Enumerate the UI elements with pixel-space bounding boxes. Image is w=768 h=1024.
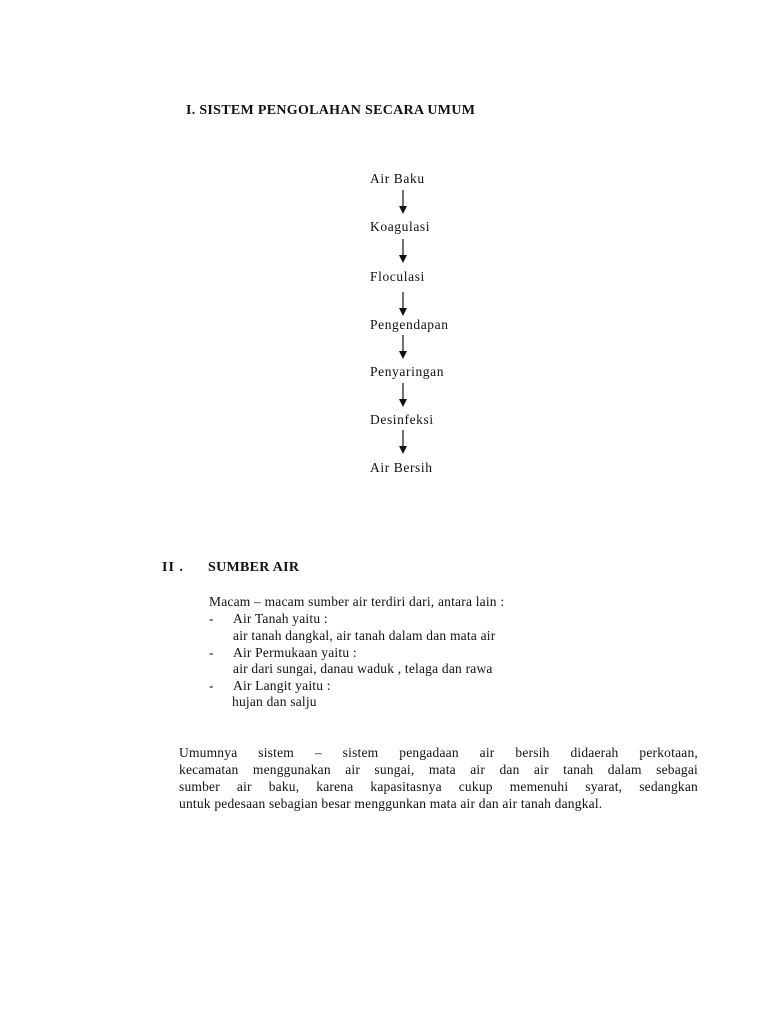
flow-arrow-down-icon bbox=[398, 239, 408, 263]
paragraph-line: kecamatan menggunakan air sungai, mata air dan air tanah dalam sebagai bbox=[179, 762, 698, 777]
list-bullet: - bbox=[209, 611, 214, 626]
list-item-desc: air tanah dangkal, air tanah dalam dan mata air bbox=[233, 628, 496, 643]
flow-arrow-down-icon bbox=[398, 335, 408, 359]
flow-step-air-bersih: Air Bersih bbox=[370, 460, 433, 475]
flow-step-koagulasi: Koagulasi bbox=[370, 219, 431, 234]
list-item-title: Air Langit yaitu : bbox=[233, 678, 331, 693]
flow-step-pengendapan: Pengendapan bbox=[370, 317, 449, 332]
flow-arrow-down-icon bbox=[398, 383, 408, 407]
list-bullet: - bbox=[209, 678, 214, 693]
list-item-desc: hujan dan salju bbox=[232, 694, 317, 709]
paragraph-line: sumber air baku, karena kapasitasnya cukup memenuhi syarat, sedangkan bbox=[179, 779, 698, 794]
flow-arrow-down-icon bbox=[398, 430, 408, 454]
body-paragraph bbox=[179, 744, 698, 812]
list-item-title: Air Tanah yaitu : bbox=[233, 611, 328, 626]
section-2-intro: Macam – macam sumber air terdiri dari, antara lain : bbox=[209, 594, 505, 609]
section-2-heading: SUMBER AIR bbox=[208, 560, 300, 575]
section-1-heading: I. SISTEM PENGOLAHAN SECARA UMUM bbox=[186, 103, 476, 118]
section-2-number: II . bbox=[162, 560, 184, 575]
flow-step-desinfeksi: Desinfeksi bbox=[370, 412, 434, 427]
paragraph-line: Umumnya sistem – sistem pengadaan air bersih didaerah perkotaan, bbox=[179, 745, 698, 760]
list-item-desc: air dari sungai, danau waduk , telaga dan rawa bbox=[233, 661, 493, 676]
flow-step-penyaringan: Penyaringan bbox=[370, 364, 445, 379]
list-item-title: Air Permukaan yaitu : bbox=[233, 645, 357, 660]
paragraph-line: untuk pedesaan sebagian besar menggunkan mata air dan air tanah dangkal. bbox=[179, 796, 603, 811]
flow-step-floculasi: Floculasi bbox=[370, 269, 425, 284]
flow-arrow-down-icon bbox=[398, 292, 408, 316]
flow-step-air-baku: Air Baku bbox=[370, 171, 425, 186]
flow-arrow-down-icon bbox=[398, 190, 408, 214]
process-flow-diagram bbox=[370, 171, 490, 481]
list-bullet: - bbox=[209, 645, 214, 660]
